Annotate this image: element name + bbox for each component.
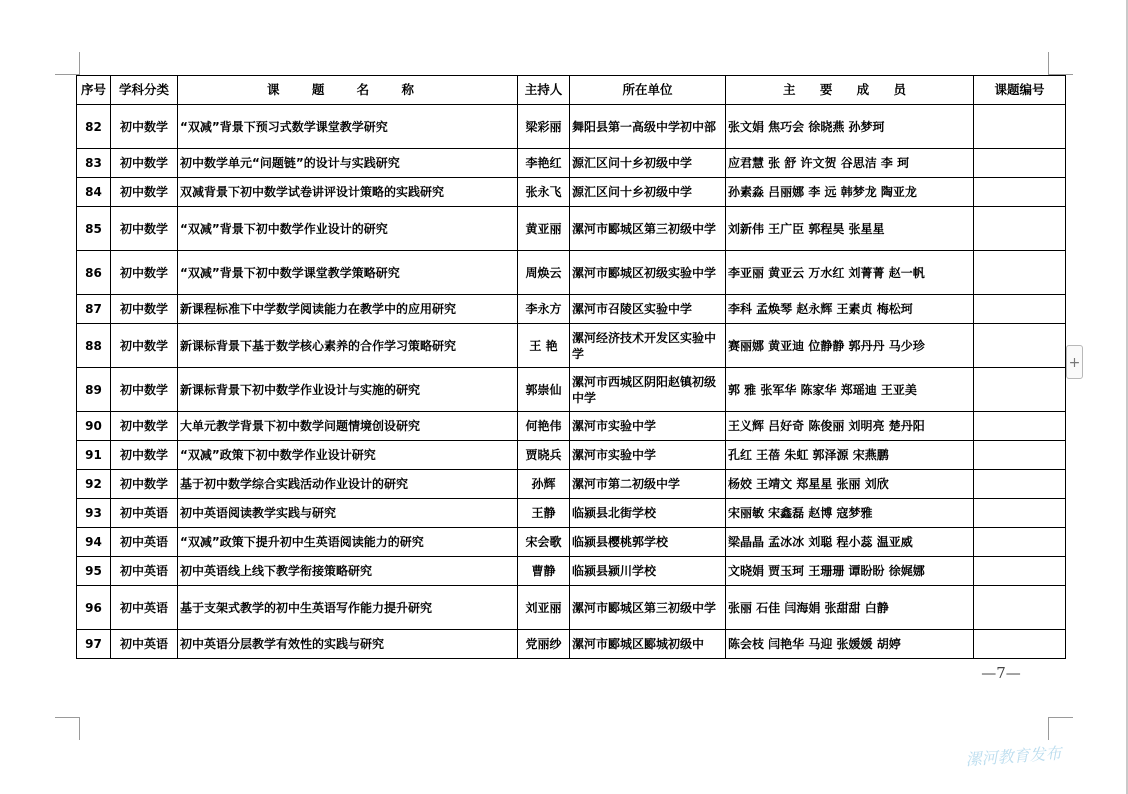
plus-icon: + — [1068, 355, 1081, 371]
cell-index: 88 — [77, 324, 111, 368]
header-row — [77, 76, 1066, 105]
cell-title: 初中英语分层教学有效性的实践与研究 — [178, 630, 518, 659]
cell-host: 孙辉 — [518, 470, 570, 499]
cell-host: 张永飞 — [518, 178, 570, 207]
cell-host: 党丽纱 — [518, 630, 570, 659]
cell-host: 刘亚丽 — [518, 586, 570, 630]
table-row — [77, 324, 1066, 368]
header-subject: 学科分类 — [111, 76, 178, 105]
cell-title: “双减”背景下初中数学作业设计的研究 — [178, 207, 518, 251]
cell-index: 94 — [77, 528, 111, 557]
page-number: —7— — [981, 664, 1021, 682]
table-row — [77, 178, 1066, 207]
cell-code — [974, 178, 1066, 207]
cell-code — [974, 412, 1066, 441]
cell-host: 王 艳 — [518, 324, 570, 368]
cell-host: 贾晓兵 — [518, 441, 570, 470]
table-row — [77, 251, 1066, 295]
cell-unit: 漯河市郾城区第三初级中学 — [570, 207, 726, 251]
cell-unit: 漯河市召陵区实验中学 — [570, 295, 726, 324]
header-host: 主持人 — [518, 76, 570, 105]
cell-code — [974, 630, 1066, 659]
cell-subject: 初中数学 — [111, 470, 178, 499]
cell-title: 新课标背景下基于数学核心素养的合作学习策略研究 — [178, 324, 518, 368]
cell-index: 90 — [77, 412, 111, 441]
cell-members: 张文娟 焦巧会 徐晓燕 孙梦珂 — [726, 105, 974, 149]
cell-code — [974, 105, 1066, 149]
cell-unit: 源汇区问十乡初级中学 — [570, 178, 726, 207]
cell-index: 93 — [77, 499, 111, 528]
cell-title: “双减”政策下初中数学作业设计研究 — [178, 441, 518, 470]
cell-members: 宋丽敏 宋鑫磊 赵博 寇梦雅 — [726, 499, 974, 528]
cell-title: 大单元教学背景下初中数学问题情境创设研究 — [178, 412, 518, 441]
cell-subject: 初中数学 — [111, 412, 178, 441]
cell-host: 梁彩丽 — [518, 105, 570, 149]
cell-code — [974, 586, 1066, 630]
cell-unit: 漯河市郾城区初级实验中学 — [570, 251, 726, 295]
cell-host: 李永方 — [518, 295, 570, 324]
cell-host: 郭崇仙 — [518, 368, 570, 412]
cell-members: 应君慧 张 舒 许文贺 谷思洁 李 珂 — [726, 149, 974, 178]
cell-subject: 初中英语 — [111, 586, 178, 630]
cell-members: 杨姣 王靖文 郑星星 张丽 刘欣 — [726, 470, 974, 499]
header-title: 课 题 名 称 — [178, 76, 518, 105]
watermark: 漯河教育发布 — [964, 743, 1063, 770]
research-topic-table — [76, 75, 1066, 659]
cell-unit: 临颍县颍川学校 — [570, 557, 726, 586]
cell-subject: 初中数学 — [111, 178, 178, 207]
table-row — [77, 441, 1066, 470]
cell-unit: 漯河市实验中学 — [570, 412, 726, 441]
cell-members: 李亚丽 黄亚云 万水红 刘菁菁 赵一帆 — [726, 251, 974, 295]
cell-host: 宋会歌 — [518, 528, 570, 557]
cell-code — [974, 441, 1066, 470]
cell-index: 91 — [77, 441, 111, 470]
cell-unit: 临颍县北街学校 — [570, 499, 726, 528]
table-row — [77, 528, 1066, 557]
cell-host: 王静 — [518, 499, 570, 528]
cell-index: 84 — [77, 178, 111, 207]
cell-subject: 初中英语 — [111, 499, 178, 528]
cell-title: “双减”政策下提升初中生英语阅读能力的研究 — [178, 528, 518, 557]
table-row — [77, 630, 1066, 659]
table-row — [77, 368, 1066, 412]
crop-mark-top-left — [55, 52, 80, 75]
crop-mark-bottom-right — [1048, 717, 1073, 740]
cell-index: 92 — [77, 470, 111, 499]
cell-index: 96 — [77, 586, 111, 630]
cell-code — [974, 557, 1066, 586]
cell-unit: 源汇区问十乡初级中学 — [570, 149, 726, 178]
cell-code — [974, 207, 1066, 251]
cell-members: 李科 孟焕琴 赵永辉 王素贞 梅松珂 — [726, 295, 974, 324]
cell-index: 89 — [77, 368, 111, 412]
table-row — [77, 207, 1066, 251]
cell-subject: 初中数学 — [111, 441, 178, 470]
cell-title: 新课标背景下初中数学作业设计与实施的研究 — [178, 368, 518, 412]
cell-subject: 初中数学 — [111, 207, 178, 251]
cell-code — [974, 470, 1066, 499]
cell-index: 97 — [77, 630, 111, 659]
cell-code — [974, 149, 1066, 178]
cell-code — [974, 295, 1066, 324]
cell-code — [974, 368, 1066, 412]
table-row — [77, 499, 1066, 528]
cell-subject: 初中数学 — [111, 149, 178, 178]
cell-unit: 漯河市郾城区第三初级中学 — [570, 586, 726, 630]
add-button[interactable] — [1066, 345, 1083, 379]
cell-host: 周焕云 — [518, 251, 570, 295]
header-unit: 所在单位 — [570, 76, 726, 105]
cell-subject: 初中英语 — [111, 630, 178, 659]
cell-title: 双减背景下初中数学试卷讲评设计策略的实践研究 — [178, 178, 518, 207]
header-code: 课题编号 — [974, 76, 1066, 105]
cell-unit: 漯河市西城区阴阳赵镇初级中学 — [570, 368, 726, 412]
cell-members: 赛丽娜 黄亚迪 位静静 郭丹丹 马少珍 — [726, 324, 974, 368]
header-index: 序号 — [77, 76, 111, 105]
cell-members: 陈会枝 闫艳华 马迎 张媛媛 胡婷 — [726, 630, 974, 659]
table-body — [77, 105, 1066, 659]
cell-unit: 漯河经济技术开发区实验中学 — [570, 324, 726, 368]
cell-unit: 漯河市郾城区郾城初级中 — [570, 630, 726, 659]
table-row — [77, 586, 1066, 630]
cell-subject: 初中数学 — [111, 324, 178, 368]
cell-title: “双减”背景下初中数学课堂教学策略研究 — [178, 251, 518, 295]
cell-index: 95 — [77, 557, 111, 586]
cell-subject: 初中数学 — [111, 105, 178, 149]
cell-title: 初中数学单元“问题链”的设计与实践研究 — [178, 149, 518, 178]
crop-mark-top-right — [1048, 52, 1073, 75]
cell-members: 孙素淼 吕丽娜 李 远 韩梦龙 陶亚龙 — [726, 178, 974, 207]
cell-index: 83 — [77, 149, 111, 178]
cell-title: “双减”背景下预习式数学课堂教学研究 — [178, 105, 518, 149]
cell-unit: 临颍县樱桃郭学校 — [570, 528, 726, 557]
cell-title: 初中英语线上线下教学衔接策略研究 — [178, 557, 518, 586]
cell-members: 刘新伟 王广臣 郭程昊 张星星 — [726, 207, 974, 251]
cell-subject: 初中数学 — [111, 368, 178, 412]
cell-members: 孔红 王蓓 朱虹 郭泽源 宋燕鹏 — [726, 441, 974, 470]
cell-host: 何艳伟 — [518, 412, 570, 441]
cell-members: 王义辉 吕好奇 陈俊丽 刘明亮 楚丹阳 — [726, 412, 974, 441]
cell-title: 基于支架式教学的初中生英语写作能力提升研究 — [178, 586, 518, 630]
cell-code — [974, 528, 1066, 557]
cell-title: 基于初中数学综合实践活动作业设计的研究 — [178, 470, 518, 499]
cell-code — [974, 324, 1066, 368]
cell-members: 郭 雅 张军华 陈家华 郑瑶迪 王亚美 — [726, 368, 974, 412]
cell-members: 张丽 石佳 闫海娟 张甜甜 白静 — [726, 586, 974, 630]
table-row — [77, 295, 1066, 324]
cell-subject: 初中数学 — [111, 295, 178, 324]
cell-members: 梁晶晶 孟冰冰 刘聪 程小蕊 温亚威 — [726, 528, 974, 557]
cell-subject: 初中英语 — [111, 528, 178, 557]
cell-unit: 漯河市第二初级中学 — [570, 470, 726, 499]
cell-unit: 漯河市实验中学 — [570, 441, 726, 470]
cell-unit: 舞阳县第一高级中学初中部 — [570, 105, 726, 149]
table-row — [77, 412, 1066, 441]
cell-code — [974, 499, 1066, 528]
cell-host: 曹静 — [518, 557, 570, 586]
cell-title: 初中英语阅读教学实践与研究 — [178, 499, 518, 528]
crop-mark-bottom-left — [55, 717, 80, 740]
header-members: 主 要 成 员 — [726, 76, 974, 105]
table-row — [77, 557, 1066, 586]
table-row — [77, 105, 1066, 149]
cell-index: 82 — [77, 105, 111, 149]
cell-members: 文晓娟 贾玉珂 王珊珊 谭盼盼 徐娓娜 — [726, 557, 974, 586]
cell-index: 85 — [77, 207, 111, 251]
cell-host: 黄亚丽 — [518, 207, 570, 251]
cell-subject: 初中英语 — [111, 557, 178, 586]
table-row — [77, 470, 1066, 499]
cell-code — [974, 251, 1066, 295]
cell-title: 新课程标准下中学数学阅读能力在教学中的应用研究 — [178, 295, 518, 324]
cell-host: 李艳红 — [518, 149, 570, 178]
cell-index: 87 — [77, 295, 111, 324]
cell-subject: 初中数学 — [111, 251, 178, 295]
table-row — [77, 149, 1066, 178]
cell-index: 86 — [77, 251, 111, 295]
